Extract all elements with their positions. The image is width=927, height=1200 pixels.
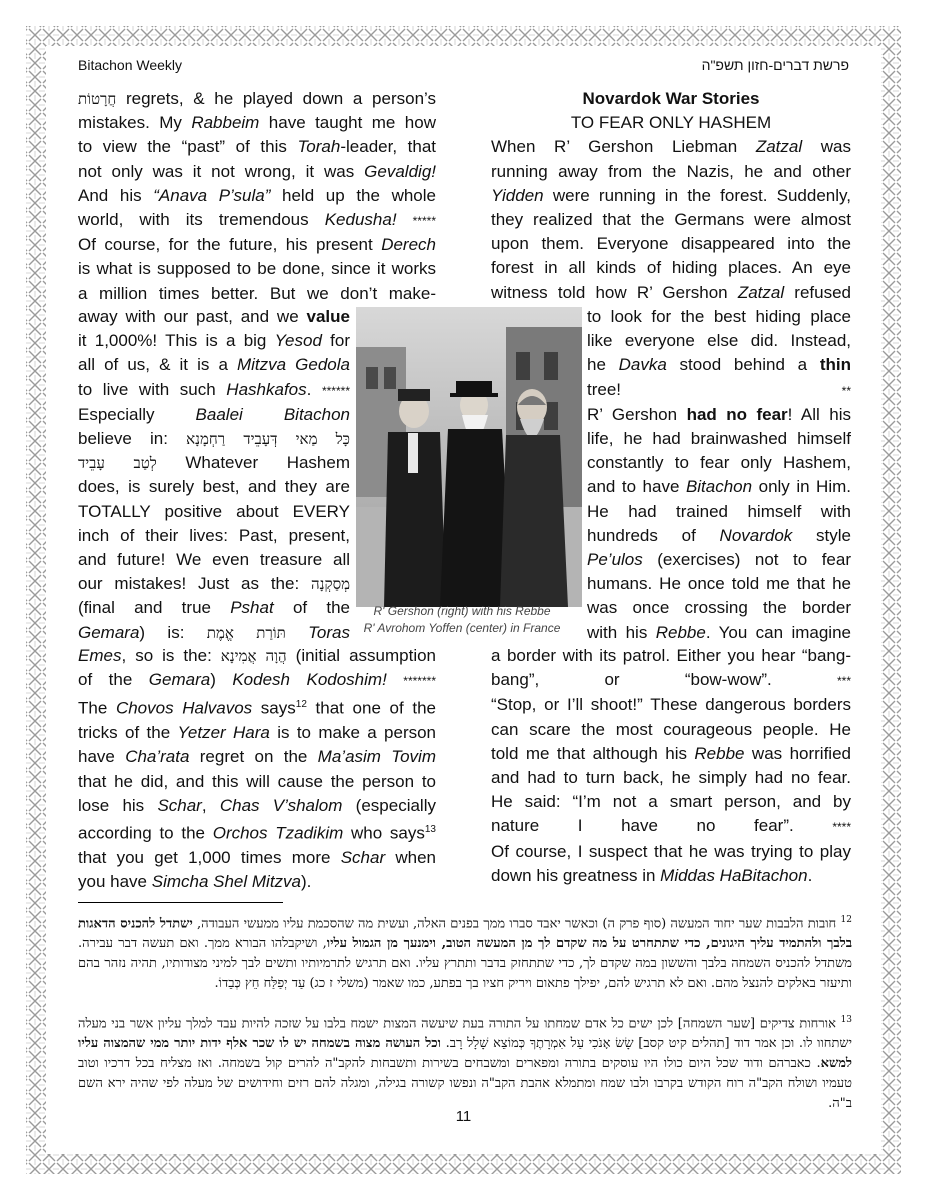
text-line: “Stop, or I’ll shoot!” These dangerous borders [491, 695, 851, 715]
text-line: The Chovos Halvavos says$^{12}$ that one of the [78, 699, 436, 719]
text-line: inch of their lives: Past, present, [78, 525, 350, 545]
text-line: not only was it not wrong, it was Gevaldig! [78, 161, 436, 181]
text-line: that he did, and this will cause the person to [78, 771, 436, 791]
text-line: humans. He once told me that he [587, 574, 851, 594]
text-line: with his Rebbe. You can imagine [587, 622, 851, 642]
hebrew-phrase: תּוֹרַת אֱמֶת [206, 623, 286, 642]
text-line: according to the Orchos Tzadikim who says$^{13}$ [78, 823, 436, 843]
text-line: you have Simcha Shel Mitzva). [78, 872, 312, 892]
text-line: Emes, so is the: הֲוָה אֲמִינָא (initial assumption [78, 646, 436, 665]
header-left: Bitachon Weekly [78, 57, 183, 73]
text-line: witness told how R’ Gershon Zatzal refused [491, 282, 851, 302]
text-line: is what is supposed to be done, since it works [78, 259, 436, 279]
text-line: mistakes. My Rabbeim have taught me how [78, 113, 436, 133]
text-line: upon them. Everyone disappeared into the [491, 234, 851, 254]
footnote-bold-text: וכל העושה מצוה בשמחה יש לו שכר אלף ידות יותר ממי שהמצוה עליו למשא [78, 1036, 852, 1072]
text-line: He had trained himself with [587, 501, 851, 521]
text-line: life, he had brainwashed himself [587, 429, 851, 449]
photo-caption-line-2: R' Avrohom Yoffen (center) in France [363, 621, 561, 635]
footnote-text: אורחות צדיקים [שער השמחה] לכן ישים כל אדם שמחתו על התורה בעת שיעשה המצות ישמח בלבו על שזכה להיות עבד למלך עליון אשר בני מעלה ישתחוו לו. וכן אמר דוד [תהלים קיט קסב] שָׂשׂ אָנֹכִי עַל אִמְרָתֶךָ כְּמוֹצֵא שָׁלָל רָב. [78, 1016, 853, 1052]
text-line: forest in all kinds of hiding places. An eye [491, 258, 851, 278]
text-line: and had to turn back, he simply had no fear. [491, 768, 851, 788]
right-column-top [491, 87, 851, 305]
article-subtitle: TO FEAR ONLY HASHEM [570, 113, 772, 133]
header-right: פרשת דברים-חזון תשפ"ה [701, 57, 849, 73]
text-line: constantly to fear only Hashem, [587, 453, 851, 473]
footnote-text: חובות הלבבות שער יחוד המעשה (סוף פרק ה) וכאשר יאבד סברו ממך בפנים האלה, ועשית מה שהסכמת עליו ממעשי העבודה, [192, 916, 837, 932]
text-line: down his greatness in Middas HaBitachon. [491, 865, 813, 885]
left-column-bottom [78, 644, 436, 894]
text-line: (final and true Pshat of the [78, 598, 350, 618]
text-line: can scare the most courageous people. He [491, 719, 851, 739]
text-line: TOTALLY positive about EVERY [78, 501, 350, 521]
text-line: told me that although his Rebbe was horrified [491, 743, 851, 763]
footnote-number: 12 [840, 915, 852, 925]
text-line: lose his Schar, Chas V’shalom (especially [78, 795, 436, 815]
article-title: Novardok War Stories [582, 89, 760, 108]
text-line: hundreds of Novardok style [587, 525, 852, 545]
text-line: a million times better. But we don’t make- [78, 283, 436, 303]
hebrew-phrase: לְטַב עָבֵיד [78, 454, 157, 473]
footnote-bold-text: ישתדל להכניס הדאגות בלבך ולהתמיד עליך היגונים, כדי שתתחרט על מה שקדם לך מן המעשה הטוב, וימנעך מן הגמול עליו [78, 916, 852, 952]
text-line: tricks of the Yetzer Hara is to make a person [78, 723, 437, 743]
text-line: Especially Baalei Bitachon [78, 404, 350, 424]
text-line: of the Gemara) Kodesh Kodoshim! ******* [78, 670, 436, 690]
text-line: was once crossing the border [587, 598, 851, 618]
text-line: world, with its tremendous Kedusha! ***** [78, 210, 436, 230]
text-line: they realized that the Germans were almost [491, 210, 851, 230]
text-line: believe in: כָּל מַאי דְּעָבֵיד רַחְמָנָא [78, 429, 350, 449]
text-line: Yidden were running in the forest. Suddenly, [491, 185, 851, 205]
text-line: and to have Bitachon only in Him. [587, 477, 851, 497]
text-line: tree! ** [587, 379, 851, 399]
footnote-12 [78, 910, 852, 994]
right-column-bottom [491, 644, 851, 888]
hebrew-phrase: כָּל מַאי דְּעָבֵיד רַחְמָנָא [186, 430, 350, 449]
text-line: it 1,000%! This is a big Yesod for [78, 331, 350, 351]
photo-caption-line-1: R' Gershon (right) with his Rebbe [373, 604, 551, 618]
text-line: all of us, & it is a Mitzva Gedola [78, 355, 350, 375]
text-line: to look for the best hiding place [587, 307, 851, 326]
text-line: Pe’ulos (exercises) not to fear [587, 550, 851, 570]
text-line: When R’ Gershon Liebman Zatzal was [491, 137, 851, 157]
text-line: like everyone else did. Instead, [587, 331, 851, 351]
text-line: have Cha’rata regret on the Ma’asim Tovim [78, 747, 436, 767]
text-line: a border with its patrol. Either you hear “bang- [491, 646, 851, 665]
text-line: he Davka stood behind a thin [587, 355, 851, 375]
text-line: does, is surely best, and they are [78, 477, 350, 497]
text-line: our mistakes! Just as the: מְסַקְנָה [78, 574, 350, 594]
text-line: לְטַב עָבֵיד Whatever Hashem [78, 453, 350, 473]
text-line: nature I have no fear”. **** [491, 816, 851, 836]
text-word: Toras [308, 622, 351, 642]
historical-photo [356, 307, 582, 607]
text-line: running away from the Nazis, he and other [491, 161, 851, 181]
footnote-text: . כאברהם ודוד שכל היום כולו היו עוסקים בתורה ומפארים ומשבחים בשירות ותשבחות להקב"ה להרים קול בשמחה. ואז מצליח בכל דרכיו וטוב טעמיו ושולח הקב"ה רוח הקודש בקרבו ולבו שמח ומתמלא אהבת הקב"ה ונפשו קשורה בגילה, ומגלה להם רזים וחידושים של מעלה לפי שהיה ירא השם ב"ה. [78, 1056, 852, 1112]
text-line: and future! We even treasure all [78, 550, 350, 570]
hebrew-word: חֲרָטוֹת [78, 90, 117, 108]
footnote-text: , ושיקבלהו הבורא ממך. ואם תעשה דבר עבירה. משתדל להכניס השמחה בלבך והששון במה שקדם לך, כדי שתתחזק בדבר ותתרץ עליו. ואם תרגיש לתרמיותיו ותשים לבך למיני מצודותיו, תהיה נזהר בהם ותיעזר באלקים להנצל מהם. ואם לא תרגיש להם, יפילך פתאום ויריק חציו בך בפתע, כמו שאמר (משלי ז כג) עַד יְפַלַּח חֵץ כְּבֵדוֹ. [78, 936, 852, 992]
text-line: Gemara) is: תּוֹרַת אֱמֶת Toras [78, 622, 351, 642]
text-line: to view the “past” of this Torah-leader, that [78, 137, 436, 157]
text-line: חֲרָטוֹת regrets, & he played down a person’s [78, 89, 436, 108]
text-line: He said: “I’m not a smart person, and by [491, 792, 851, 812]
hebrew-phrase: הֲוָה אֲמִינָא [220, 647, 287, 665]
footnote-13 [78, 1010, 852, 1114]
text-line: And his “Anava P’sula” held up the whole [78, 185, 436, 205]
hebrew-word: מְסַקְנָה [311, 575, 350, 594]
text-line: Of course, I suspect that he was trying to play [491, 841, 851, 861]
text-line: bang”, or “bow-wow”. *** [491, 670, 851, 690]
page-number: 11 [455, 1108, 472, 1125]
text-line: Of course, for the future, his present Derech [78, 235, 436, 255]
text-line: R’ Gershon had no fear! All his [587, 404, 852, 424]
footnote-separator [78, 902, 283, 903]
left-column-narrow [78, 305, 350, 645]
left-column-top [78, 87, 436, 306]
footnote-number: 13 [840, 1015, 853, 1025]
text-line: away with our past, and we value [78, 307, 350, 326]
text-line: that you get 1,000 times more Schar when [78, 847, 436, 867]
right-column-narrow [587, 305, 851, 645]
text-line: to live with such Hashkafos. ****** [78, 379, 350, 399]
